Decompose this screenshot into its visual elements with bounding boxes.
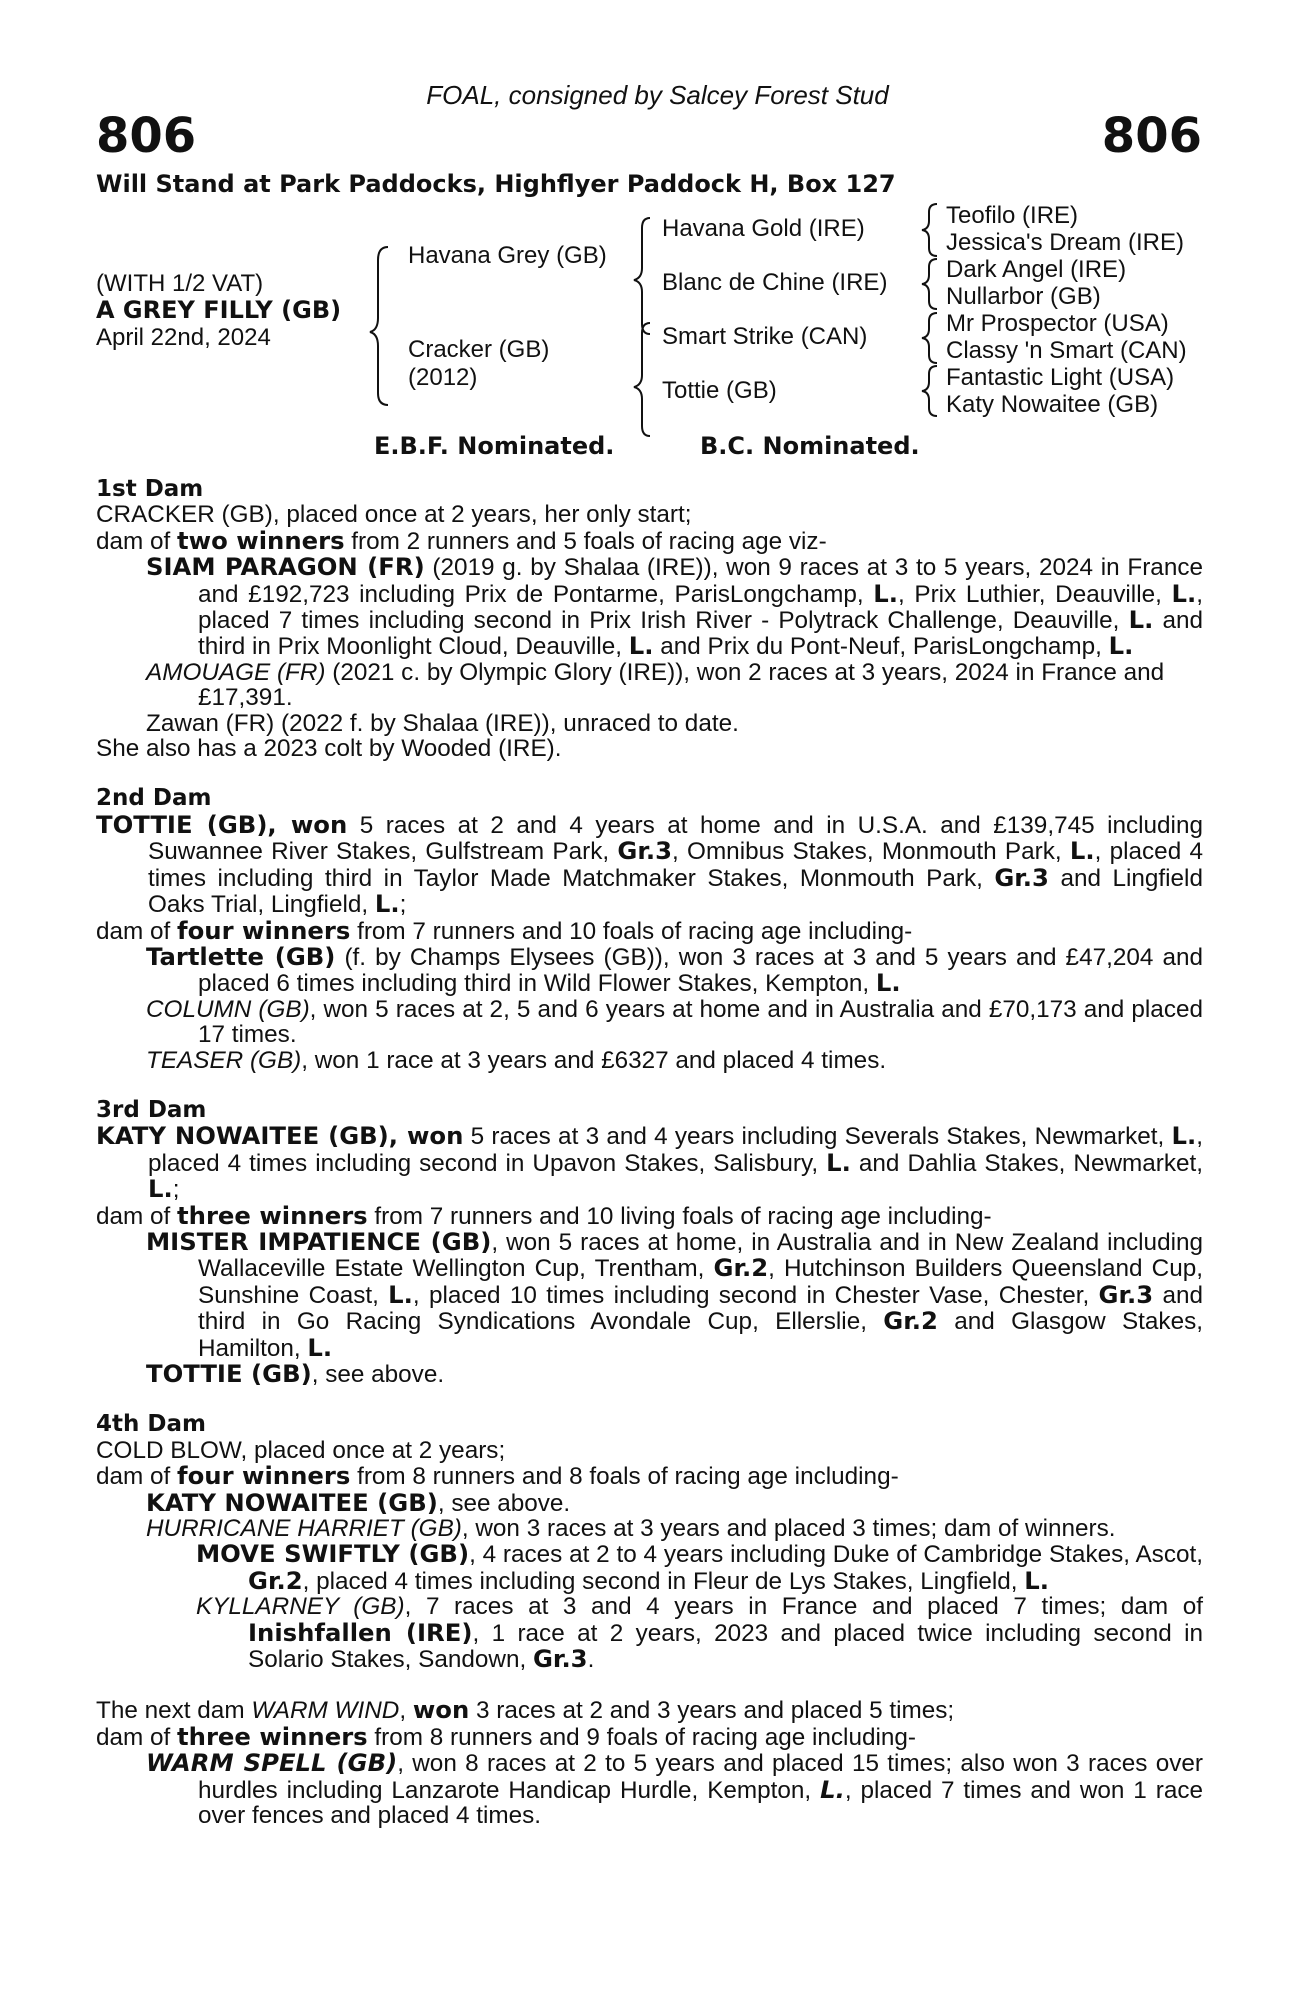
- fourth-dam-produce-summary: [96, 1463, 1203, 1489]
- produce-entry: [96, 554, 1203, 660]
- stand-location: Will Stand at Park Paddocks, Highflyer Paddock H, Box 127: [96, 170, 896, 198]
- group-mark: Gr.2: [713, 1253, 769, 1283]
- horse-name: KYLLARNEY (GB): [196, 1593, 405, 1621]
- text: from 2 runners and 5 foals of racing age viz-: [344, 527, 827, 555]
- pedigree-dam: Cracker (GB): [408, 336, 550, 363]
- ebf-nomination: E.B.F. Nominated.: [374, 432, 615, 460]
- pedigree-g3: Dark Angel (IRE): [946, 256, 1127, 283]
- pedigree-g8: Katy Nowaitee (GB): [946, 391, 1159, 418]
- pedigree-g5: Mr Prospector (USA): [946, 310, 1169, 337]
- pedigree-g2: Jessica's Dream (IRE): [946, 229, 1184, 256]
- text: , see above.: [437, 1489, 571, 1517]
- produce-entry: [96, 1541, 1203, 1594]
- horse-name: WARM SPELL (GB): [146, 1748, 398, 1778]
- text: , placed 7 times including second in Prix Irish River - Polytrack Challenge, Deauville,: [198, 580, 1203, 635]
- text: 3 races at 2 and 3 years and placed 5 times;: [469, 1697, 955, 1725]
- foaling-date: April 22nd, 2024: [96, 324, 271, 351]
- text: dam of: [96, 917, 178, 945]
- text: , won 8 races at 2 to 5 years and placed 15 times; also won 3 races over hurdles including Lanzarote Handicap Hurdle, Kempton,: [198, 1750, 1203, 1804]
- text: , won 3 races at 3 years and placed 3 times; dam of winners.: [461, 1515, 1116, 1543]
- second-dam-record: TOTTIE (GB), won 5 races at 2 and 4 years at home and in U.S.A. and £139,745 including Suwannee River Stakes, Gulfstream Park, Gr.3, Omnibus Stakes, Monmouth Park, L., placed 4 times including third in Taylor Made Matchmaker Stakes, Monmouth Park, Gr.3 and Lingfield Oaks Trial, Lingfield, L.;: [96, 809, 1203, 919]
- group-mark: Gr.2: [883, 1306, 938, 1336]
- text: from 8 runners and 9 foals of racing age including-: [367, 1723, 916, 1751]
- horse-name: MOVE SWIFTLY (GB): [196, 1539, 470, 1569]
- horse-name: HURRICANE HARRIET (GB): [146, 1515, 462, 1543]
- text: , won 1 race at 3 years and £6327 and placed 4 times.: [301, 1046, 887, 1074]
- group-mark: Gr.2: [248, 1565, 303, 1595]
- horse-name: Inishfallen (IRE): [248, 1617, 473, 1647]
- text: 5 races at 2 and 4 years at home and in U.S.A. and £139,745 including Suwannee River Stakes, Gulfstream Park,: [148, 811, 1203, 866]
- second-dam-produce-summary: [96, 915, 1203, 945]
- pedigree-dam-dam: Tottie (GB): [662, 377, 777, 404]
- text: The next dam: [96, 1697, 252, 1725]
- text: , 4 races at 2 to 4 years including Duke of Cambridge Stakes, Ascot,: [469, 1541, 1203, 1569]
- horse-name: A GREY FILLY (GB): [96, 296, 342, 324]
- listed-mark: L.: [628, 631, 654, 661]
- group-mark: Gr.3: [617, 836, 673, 866]
- text: , placed 4 times including second in Upavon Stakes, Salisbury,: [148, 1123, 1204, 1177]
- first-dam-intro: CRACKER (GB), placed once at 2 years, her only start;: [96, 501, 692, 529]
- fourth-dam-intro: COLD BLOW, placed once at 2 years;: [96, 1436, 506, 1464]
- bc-nomination: B.C. Nominated.: [700, 432, 920, 460]
- text: 5 races at 3 and 4 years including Severals Stakes, Newmarket,: [463, 1123, 1172, 1151]
- text: , placed 10 times including second in Chester Vase, Chester,: [412, 1281, 1099, 1309]
- text: ;: [399, 891, 407, 919]
- text: and third in Go Racing Syndications Avondale Cup, Ellerslie,: [198, 1281, 1203, 1336]
- listed-mark: L.: [873, 578, 898, 608]
- winners-count: three winners: [177, 1721, 368, 1751]
- winners-count: two winners: [177, 525, 345, 555]
- pedigree-g6: Classy 'n Smart (CAN): [946, 337, 1187, 364]
- listed-mark: L.: [148, 1174, 173, 1204]
- listed-mark: L.: [1171, 1121, 1197, 1151]
- text: , Omnibus Stakes, Monmouth Park,: [672, 838, 1070, 866]
- pedigree-g7: Fantastic Light (USA): [946, 364, 1175, 391]
- horse-name: WARM WIND: [251, 1697, 400, 1725]
- won-mark: won: [412, 1695, 470, 1725]
- winners-count: four winners: [177, 1461, 351, 1491]
- winners-count: four winners: [177, 915, 351, 945]
- listed-mark: L.: [388, 1279, 413, 1309]
- text: from 7 runners and 10 living foals of racing age including-: [367, 1202, 992, 1230]
- second-dam-heading: 2nd Dam: [96, 785, 212, 812]
- group-mark: Gr.3: [1098, 1279, 1154, 1309]
- listed-mark: L.: [1069, 836, 1095, 866]
- listed-mark: L.: [374, 889, 400, 919]
- horse-name: TEASER (GB): [146, 1046, 302, 1074]
- pedigree-g4: Nullarbor (GB): [946, 283, 1101, 310]
- third-dam-heading: 3rd Dam: [96, 1096, 207, 1123]
- horse-name: COLUMN (GB): [146, 995, 310, 1023]
- third-dam-produce-summary: [96, 1200, 1203, 1230]
- next-dam-produce-summary: [96, 1721, 1203, 1751]
- text: , 7 races at 3 and 4 years in France and placed 7 times; dam of: [404, 1593, 1203, 1621]
- text: (2019 g. by Shalaa (IRE)), won 9 races at 3 to 5 years, 2024 in France and £192,723 including Prix de Pontarme, ParisLongchamp,: [198, 554, 1203, 608]
- text: , Hutchinson Builders Queensland Cup, Sunshine Coast,: [198, 1255, 1203, 1309]
- text: and Dahlia Stakes, Newmarket,: [850, 1149, 1204, 1177]
- pedigree-g1: Teofilo (IRE): [946, 202, 1079, 229]
- group-mark: Gr.3: [532, 1644, 588, 1674]
- text: , placed 4 times including second in Fleur de Lys Stakes, Lingfield,: [302, 1567, 1025, 1595]
- text: dam of: [96, 1202, 178, 1230]
- text: , see above.: [311, 1361, 445, 1388]
- listed-mark: L.: [1024, 1565, 1049, 1595]
- produce-entry: [96, 1361, 1203, 1387]
- text: dam of: [96, 1723, 178, 1751]
- produce-entry: [96, 1048, 1203, 1073]
- produce-entry: [96, 1594, 1203, 1672]
- listed-mark: L.: [820, 1774, 845, 1804]
- text: and Glasgow Stakes, Hamilton,: [198, 1308, 1203, 1362]
- text: ;: [172, 1176, 180, 1204]
- text: ,: [399, 1697, 413, 1725]
- produce-note: She also has a 2023 colt by Wooded (IRE).: [96, 735, 562, 763]
- text: , won 5 races at 2, 5 and 6 years at home and in Australia and £70,173 and placed 17 times.: [198, 995, 1203, 1049]
- horse-name: KATY NOWAITEE (GB): [146, 1487, 438, 1517]
- produce-entry: [96, 997, 1203, 1048]
- won-mark: won: [406, 1121, 464, 1151]
- horse-name: TOTTIE (GB): [146, 1359, 312, 1388]
- group-mark: Gr.3: [994, 862, 1049, 892]
- horse-name: AMOUAGE (FR): [146, 658, 326, 686]
- listed-mark: L.: [826, 1147, 851, 1177]
- vat-note: (WITH 1/2 VAT): [96, 270, 264, 297]
- consignor-line: FOAL, consigned by Salcey Forest Stud: [426, 80, 889, 110]
- lot-number-left: 806: [96, 108, 197, 164]
- text: , Prix Luthier, Deauville,: [897, 580, 1172, 608]
- produce-entry: [96, 660, 1203, 711]
- horse-name: Tartlette (GB): [146, 941, 336, 971]
- produce-entry: [96, 1516, 1203, 1541]
- text: (2021 c. by Olympic Glory (IRE)), won 2 races at 3 years, 2024 in France and £17,391.: [198, 658, 1165, 712]
- pedigree-dam-year: (2012): [408, 364, 478, 391]
- first-dam-heading: 1st Dam: [96, 476, 204, 502]
- produce-entry: [96, 1750, 1203, 1828]
- text: from 7 runners and 10 foals of racing age including-: [350, 917, 913, 945]
- text: and Lingfield Oaks Trial, Lingfield,: [148, 864, 1203, 919]
- produce-entry: [96, 1226, 1203, 1362]
- text: , placed 4 times including third in Taylor Made Matchmaker Stakes, Monmouth Park,: [148, 838, 1203, 892]
- first-dam-produce-summary: [96, 525, 1203, 555]
- produce-entry: [96, 941, 1203, 998]
- horse-name: MISTER IMPATIENCE (GB): [146, 1226, 492, 1256]
- horse-name: TOTTIE (GB): [96, 809, 268, 839]
- text: dam of: [96, 527, 178, 555]
- text: and Prix du Pont-Neuf, ParisLongchamp,: [653, 633, 1109, 661]
- lot-number-right: 806: [1101, 108, 1202, 164]
- listed-mark: L.: [1108, 631, 1134, 661]
- listed-mark: L.: [875, 968, 901, 998]
- won-mark: won: [290, 809, 348, 839]
- pedigree-sire-sire: Havana Gold (IRE): [662, 215, 865, 242]
- text: , 1 race at 2 years, 2023 and placed twice including second in Solario Stakes, Sandown,: [248, 1619, 1203, 1674]
- listed-mark: L.: [1128, 605, 1154, 635]
- text: and third in Prix Moonlight Cloud, Deauville,: [198, 607, 1204, 661]
- fourth-dam-heading: 4th Dam: [96, 1411, 206, 1438]
- third-dam-record: KATY NOWAITEE (GB), won 5 races at 3 and 4 years including Severals Stakes, Newmarket, L., placed 4 times including second in Upavon Stakes, Salisbury, L. and Dahlia Stakes, Newmarket, L.;: [96, 1121, 1204, 1204]
- text: , placed 7 times and won 1 race over fences and placed 4 times.: [198, 1776, 1203, 1830]
- winners-count: three winners: [177, 1200, 368, 1230]
- text: .: [587, 1646, 595, 1674]
- text: , won 5 races at home, in Australia and in New Zealand including Wallaceville Estate Wellington Cup, Trentham,: [198, 1228, 1203, 1283]
- text: (f. by Champs Elysees (GB)), won 3 races at 3 and 5 years and £47,204 and placed 6 times including third in Wild Flower Stakes, Kempton,: [198, 943, 1203, 998]
- pedigree-sire: Havana Grey (GB): [408, 242, 607, 269]
- text: dam of: [96, 1463, 178, 1491]
- produce-entry: [96, 1487, 1203, 1517]
- horse-name: SIAM PARAGON (FR): [146, 552, 425, 582]
- listed-mark: L.: [307, 1332, 333, 1362]
- horse-name: KATY NOWAITEE (GB): [96, 1121, 389, 1151]
- listed-mark: L.: [1171, 578, 1197, 608]
- pedigree-sire-dam: Blanc de Chine (IRE): [662, 269, 888, 296]
- produce-entry: Zawan (FR) (2022 f. by Shalaa (IRE)), unraced to date.: [146, 709, 739, 737]
- next-dam-record: [96, 1697, 1203, 1723]
- text: from 8 runners and 8 foals of racing age including-: [350, 1463, 899, 1491]
- pedigree-dam-sire: Smart Strike (CAN): [662, 323, 868, 350]
- catalogue-body: [96, 477, 1203, 1829]
